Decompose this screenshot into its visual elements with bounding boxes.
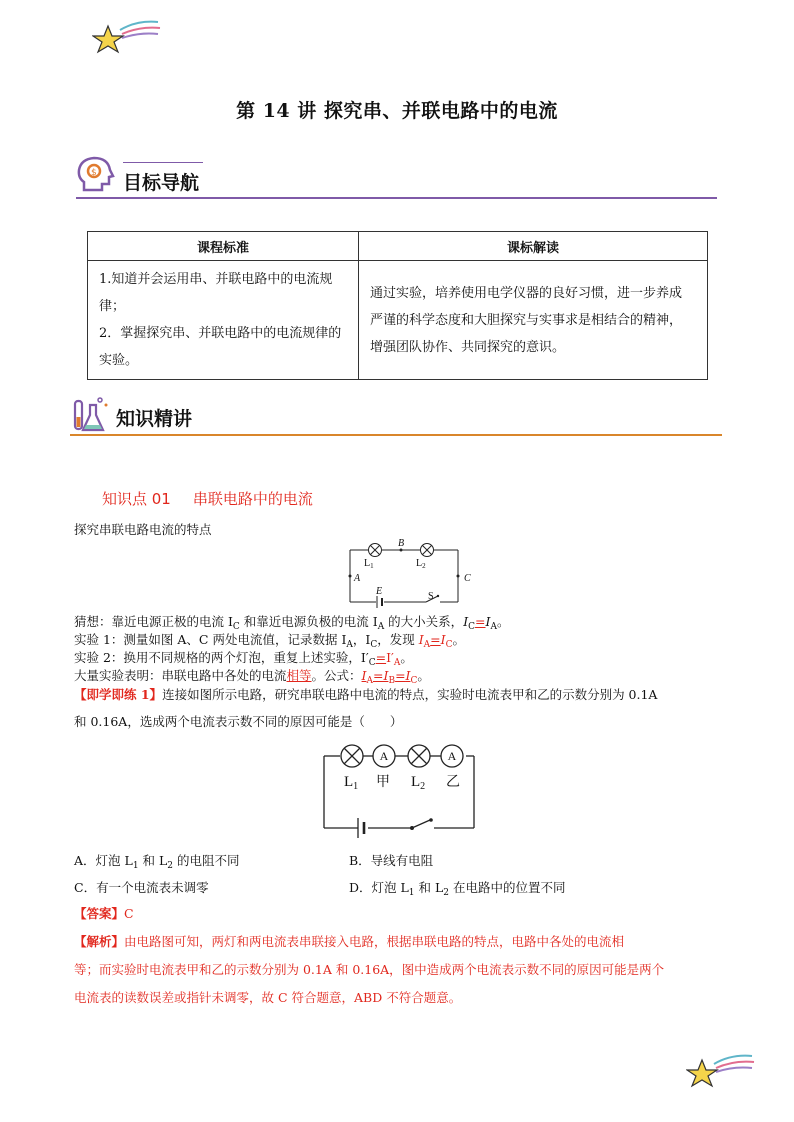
section-knowledge: 知识精讲 xyxy=(116,408,193,430)
svg-text:L2: $L_2$ xyxy=(411,774,426,792)
svg-text:L1: $L_1$ xyxy=(344,774,359,792)
option-a[interactable]: A．灯泡 $L_1$ 和 $L_2$ 的电阻不同 xyxy=(74,853,240,871)
shooting-star-icon xyxy=(686,1050,758,1092)
analysis-line-2: 等；而实验时电流表甲和乙的示数分别为 0.1A 和 0.16A，图中造成两个电流表示数不同的原因可能是两个 xyxy=(74,962,665,977)
intro-text: 探究串联电路电流的特点 xyxy=(74,522,212,537)
analysis-line-1: 【解析】由电路图可知，两灯和两电流表串联接入电路，根据串联电路的特点，电路中各处的电流相 xyxy=(74,934,625,949)
exercise-question: 【即学即练 1】连接如图所示电路，研究串联电路中电流的特点，实验时电流表甲和乙的示数分别为 0.1A xyxy=(74,687,658,702)
exercise-question-line2: 和 0.16A，选成两个电流表示数不同的原因可能是（ ） xyxy=(74,714,403,729)
section-target-nav: 目标导航 xyxy=(123,172,200,194)
lab-flask-icon xyxy=(70,395,112,435)
svg-text:$: $ xyxy=(91,168,97,178)
table-header-standard: 课程标准 xyxy=(88,232,359,261)
shooting-star-icon xyxy=(92,16,164,58)
table-header-reading: 课标解读 xyxy=(359,232,708,261)
experiment-2-line: 实验 2：换用不同规格的两个灯泡，重复上述实验，$I'_C=I'_A$。 xyxy=(74,650,413,668)
option-d[interactable]: D．灯泡 $L_1$ 和 $L_2$ 在电路中的位置不同 xyxy=(349,880,566,898)
knowledge-point-title: 串联电路中的电流 xyxy=(192,490,313,508)
svg-text:C: C xyxy=(464,573,471,584)
knowledge-point-heading xyxy=(102,488,313,509)
conclusion-line: 大量实验表明：串联电路中各处的电流相等。公式：$I_A=I_B=I_C$。 xyxy=(74,668,430,686)
svg-text:A: A xyxy=(379,749,389,763)
exercise-tag: 【即学即练 1】 xyxy=(74,687,163,702)
svg-text:A: A xyxy=(354,573,361,584)
series-circuit-diagram xyxy=(340,536,480,610)
answer-line: 【答案】C xyxy=(74,906,134,921)
battery-icon xyxy=(377,596,382,608)
analysis-line-3: 电流表的读数误差或指针未调零，故 C 符合题意，ABD 不符合题意。 xyxy=(74,990,462,1005)
ammeter-circuit-diagram xyxy=(318,740,478,840)
battery-icon xyxy=(358,818,364,838)
svg-text:A: A xyxy=(447,749,457,763)
lamp-l2-icon xyxy=(408,745,430,767)
option-c[interactable]: C．有一个电流表未调零 xyxy=(74,880,209,895)
knowledge-point-number: 知识点 01 xyxy=(102,490,171,508)
head-gear-icon xyxy=(76,156,116,194)
page-title: 第 14 讲 探究串、并联电路中的电流 xyxy=(236,100,558,122)
lamp-l2-icon xyxy=(421,544,434,557)
svg-text:L1: $L_1$ xyxy=(364,558,374,570)
svg-text:S: S xyxy=(428,591,434,602)
lamp-l1-icon xyxy=(341,745,363,767)
option-b[interactable]: B．导线有电阻 xyxy=(349,853,434,868)
svg-text:B: B xyxy=(398,538,405,549)
guess-line: 猜想：靠近电源正极的电流 $I_C$ 和靠近电源负极的电流 $I_A$ 的大小关系，$I_C=I_A$。 xyxy=(74,614,510,632)
lamp-l1-icon xyxy=(369,544,382,557)
svg-text:L2: $L_2$ xyxy=(416,558,426,570)
experiment-1-line: 实验 1：测量如图 A、C 两处电流值，记录数据 $I_A$，$I_C$，发现 $I_A=I_C$。 xyxy=(74,632,466,650)
svg-text:E: E xyxy=(376,586,383,597)
table-cell-reading: 通过实验，培养使用电学仪器的良好习惯，进一步养成 严谨的科学态度和大胆探究与实事求是相结合的精神， 增强团队协作、共同探究的意识。 xyxy=(359,261,708,380)
svg-text:乙: 乙 xyxy=(446,774,460,790)
table-cell-standard: 1.知道并会运用串、并联电路中的电流规 律； 2．掌握探究串、并联电路中的电流规律的 实验。 xyxy=(88,261,359,380)
svg-text:甲: 甲 xyxy=(376,774,390,790)
curriculum-table xyxy=(87,231,708,380)
